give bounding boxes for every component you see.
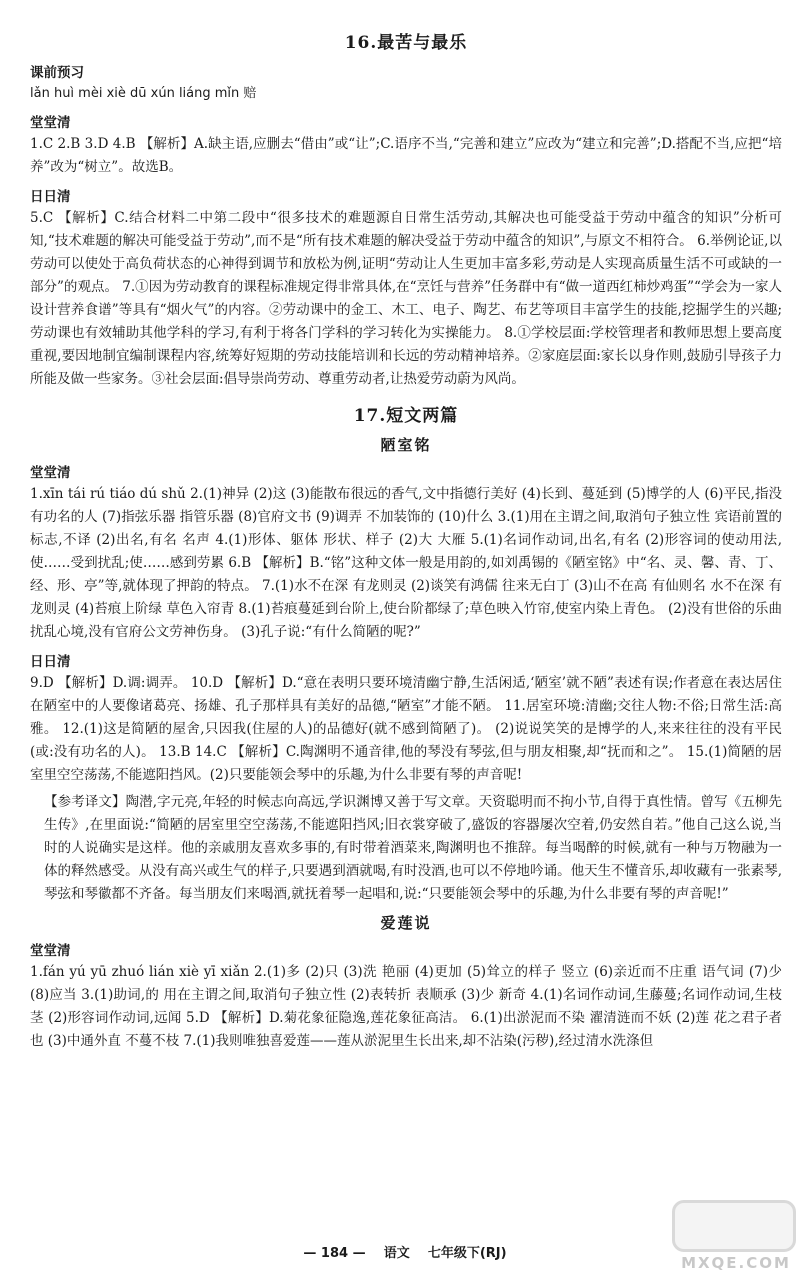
lousiming-title: 陋室铭 <box>380 436 432 454</box>
lesson16-sec1-label: 堂堂清 <box>30 115 71 131</box>
ailianshuo-sec1-text: 1.fán yú yū zhuó lián xiè yī xiǎn 2.(1)多 (2)只 (3)洗 艳丽 (4)更加 (5)耸立的样子 竖立 (6)亲近而不庄重 语气词 (7)少 (8)应当 3.(1)助词,的 用在主谓之间,取消句子独立性 (2)表转折 表顺承 (3)少 新奇 4.(1)名词作动词,生藤蔓;名词作动词,生枝茎 (2)形容词作动词,远闻 5.D 【解析】D.菊花象征隐逸,莲花象征高洁。 6.(1)出淤泥而不染 濯清涟而不妖 (2)莲 花之君子者也 (3)中通外直 不蔓不枝 7.(1)我则唯独喜爱莲——莲从淤泥里生长出来,却不沾染(污秽),经过清水洗涤但 <box>30 964 782 1049</box>
ailianshuo-sec1-label: 堂堂清 <box>30 943 71 959</box>
preview-pinyin: lǎn huì mèi xiè dū xún liáng mǐn 赔 <box>30 86 257 101</box>
lesson16-sec2-text: 5.C 【解析】C.结合材料二中第二段中“很多技术的难题源自日常生活劳动,其解决也可能受益于劳动中蕴含的知识”分析可知,“技术难题的解决可能受益于劳动”,而不是“所有技术难题的解决受益于劳动中蕴含的知识”,与原文不相符合。 6.举例论证,以劳动可以使处于高负荷状态的心神得到调节和放松为例,证明“劳动让人生更加丰富多彩,劳动是人实现高质量生活不可或缺的一部分”的观点。 7.①因为劳动教育的课程标准规定得非常具体,在“烹饪与营养”任务群中有“做一道西红柿炒鸡蛋”“学会为一家人设计营养食谱”等具有“烟火气”的内容。②劳动课中的金工、木工、电子、陶艺、布艺等项目丰富学生的技能,挖掘学生的兴趣;劳动课也有效辅助其他学科的学习,有利于将各门学科的学习转化为实操能力。 8.①学校层面:学校管理者和教师思想上要高度重视,要因地制宜编制课程内容,统筹好短期的劳动技能培训和长远的劳动精神培养。②家庭层面:家长以身作则,鼓励引导孩子力所能及做一些家务。③社会层面:倡导崇尚劳动、尊重劳动者,让热爱劳动蔚为风尚。 <box>30 210 782 387</box>
reference-translation: 【参考译文】陶潜,字元亮,年轻的时候志向高远,学识渊博又善于写文章。天资聪明而不拘小节,自得于真性情。曾写《五柳先生传》,在里面说:“简陋的居室里空空荡荡,不能遮阳挡风;旧衣裳穿破了,盛饭的容器屡次空着,仍安然自若。”他自己这么说,当时的人说确实是这样。他的亲戚朋友喜欢多事的,有时带着酒菜来,陶渊明也不推辞。每当喝醉的时候,就有一种与万物融为一体的释然感受。从没有高兴或生气的样子,只要遇到酒就喝,有时没酒,也可以不停地吟诵。他天生不懂音乐,却收藏有一张素琴,琴弦和琴徽都不齐备。每当朋友们来喝酒,就抚着琴一起唱和,说:“只要能领会琴中的乐趣,为什么非要有琴的声音呢!” <box>44 794 782 902</box>
lesson16-title: 16.最苦与最乐 <box>344 33 468 53</box>
preview-label: 课前预习 <box>30 65 84 81</box>
watermark-badge-icon <box>672 1200 796 1252</box>
subject-label: 语文 <box>383 1246 410 1261</box>
lesson16-sec2-label: 日日清 <box>30 189 71 205</box>
grade-label: 七年级下(RJ) <box>427 1246 507 1261</box>
lousiming-sec2-label: 日日清 <box>30 654 71 670</box>
watermark-logo <box>676 1200 796 1272</box>
page-number: — 184 — <box>303 1246 366 1261</box>
ailianshuo-title: 爱莲说 <box>380 914 432 932</box>
lesson16-sec1-text: 1.C 2.B 3.D 4.B 【解析】A.缺主语,应删去“借由”或“让”;C.语序不当,“完善和建立”应改为“建立和完善”;D.搭配不当,应把“培养”改为“树立”。故选B。 <box>30 136 782 175</box>
lousiming-sec1-label: 堂堂清 <box>30 465 71 481</box>
lesson17-title: 17.短文两篇 <box>353 406 459 426</box>
lousiming-sec1-text: 1.xīn tái rú tiáo dú shǔ 2.(1)神异 (2)这 (3)能散布很远的香气,文中指德行美好 (4)长到、蔓延到 (5)博学的人 (6)平民,指没有功名的人 (7)指弦乐器 指管乐器 (8)官府文书 (9)调弄 不加装饰的 (10)什么 3.(1)用在主谓之间,取消句子独立性 宾语前置的标志,不译 (2)出名,有名 名声 4.(1)形体、躯体 形状、样子 (2)大 大雁 5.(1)名词作动词,出名,有名 (2)形容词的使动用法,使……受到扰乱;使……感到劳累 6.B 【解析】B.“铭”这种文体一般是用韵的,如刘禹锡的《陋室铭》中“名、灵、馨、青、丁、经、形、亭”等,就体现了押韵的特点。 7.(1)水不在深 有龙则灵 (2)谈笑有鸿儒 往来无白丁 (3)山不在高 有仙则名 水不在深 有龙则灵 (4)苔痕上阶绿 草色入帘青 8.(1)苔痕蔓延到台阶上,使台阶都绿了;草色映入竹帘,使室内染上青色。 (2)没有世俗的乐曲扰乱心境,没有官府公文劳神伤身。 (3)孔子说:“有什么简陋的呢?” <box>30 486 782 640</box>
lousiming-sec2-text: 9.D 【解析】D.调:调弄。 10.D 【解析】D.“意在表明只要环境清幽宁静,生活闲适,‘陋室’就不陋”表述有误;作者意在表达居住在陋室中的人要像诸葛亮、扬雄、孔子那样具有美好的品德,“陋室”才能不陋。 11.居室环境:清幽;交往人物:不俗;日常生活:高雅。 12.(1)这是简陋的屋舍,只因我(住屋的人)的品德好(就不感到简陋了)。 (2)说说笑笑的是博学的人,来来往往的没有平民(或:没有功名的人)。 13.B 14.C 【解析】C.陶渊明不通音律,他的琴没有琴弦,但与朋友相聚,却“抚而和之”。 15.(1)简陋的居室里空空荡荡,不能遮阳挡风。(2)只要能领会琴中的乐趣,为什么非要有琴的声音呢! <box>30 675 782 783</box>
answer-page <box>30 22 782 1053</box>
watermark-text: MXQE.COM <box>681 1254 791 1272</box>
